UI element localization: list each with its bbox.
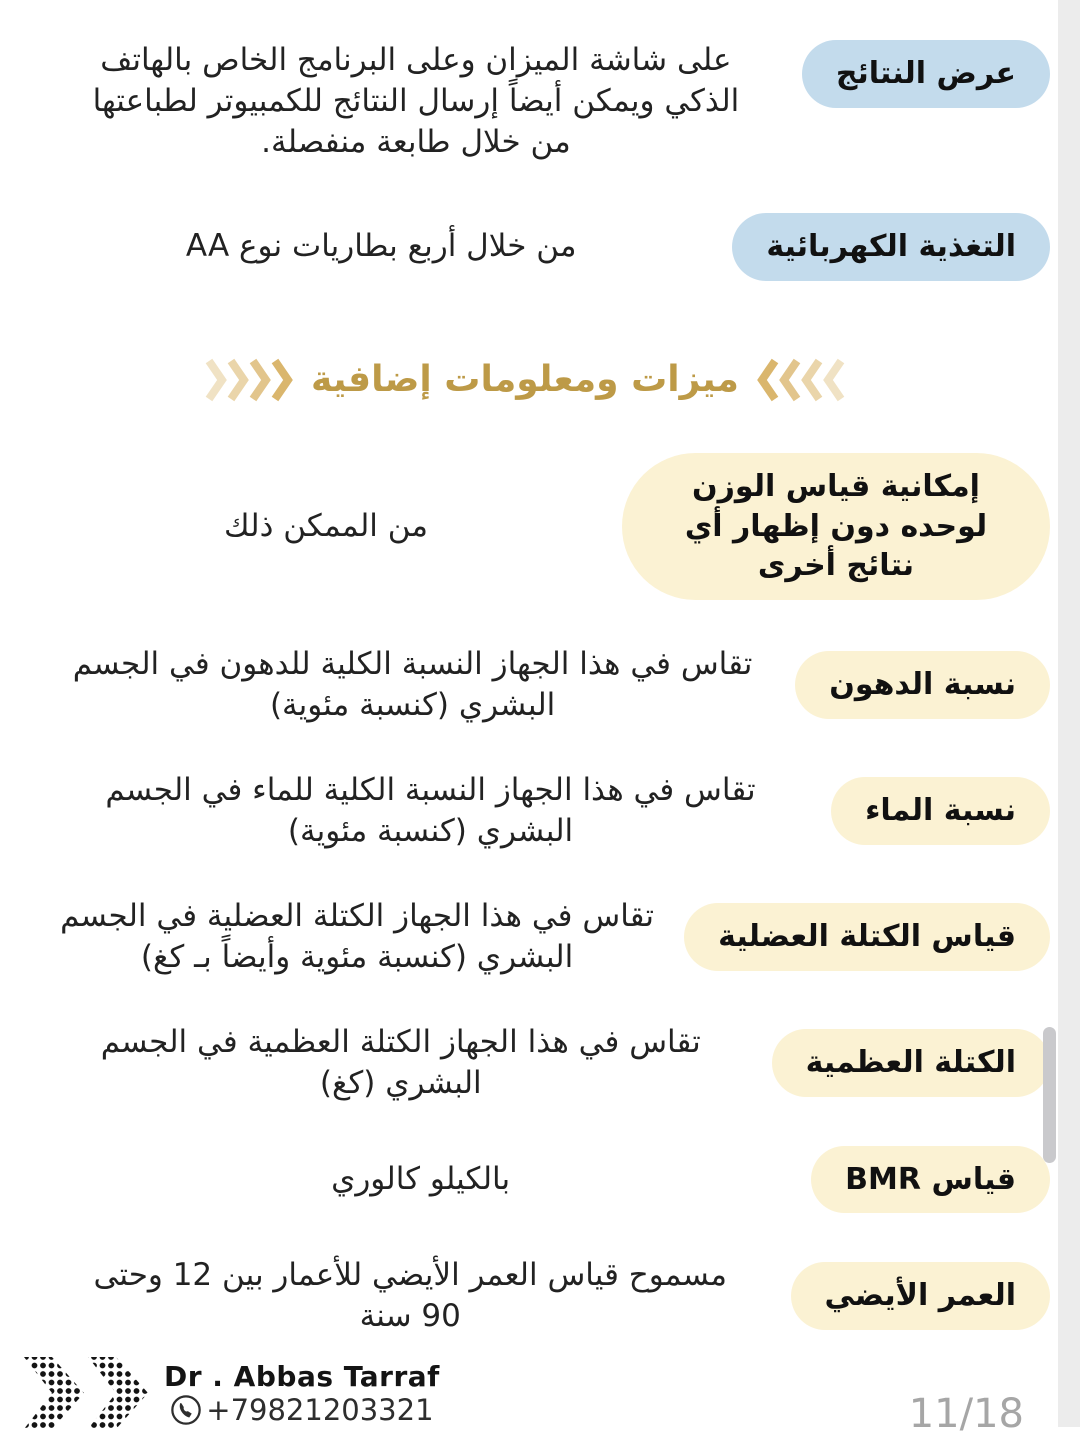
weight-only-description: من الممكن ذلك bbox=[224, 507, 428, 544]
double-dotted-arrows-logo bbox=[22, 1353, 150, 1433]
footer bbox=[22, 1353, 1050, 1433]
fat-percentage-description: تقاس في هذا الجهاز النسبة الكلية للدهون في الجسم البشري (كنسبة مئوية) bbox=[72, 646, 753, 724]
row-power-supply bbox=[0, 213, 1050, 281]
bone-mass-description: تقاس في هذا الجهاز الكتلة العظمية في الجسم البشري (كغ) bbox=[100, 1023, 701, 1101]
row-bone-mass bbox=[0, 1022, 1050, 1104]
phone-row bbox=[170, 1393, 433, 1427]
muscle-mass-pill: قياس الكتلة العضلية bbox=[684, 903, 1050, 971]
brand-name: Dr . Abbas Tarraf bbox=[164, 1359, 440, 1393]
phone-number: +79821203321 bbox=[206, 1392, 434, 1427]
fat-percentage-pill: نسبة الدهون bbox=[795, 651, 1050, 719]
bmr-pill: قياس BMR bbox=[811, 1146, 1050, 1214]
row-weight-only bbox=[0, 453, 1050, 601]
results-display-description: على شاشة الميزان وعلى البرنامج الخاص بالهاتف الذكي ويمكن أيضاً إرسال النتائج للكمبيوتر لطباعتها من خلال طابعة منفصلة. bbox=[92, 42, 740, 160]
row-muscle-mass bbox=[0, 896, 1050, 978]
features-heading bbox=[0, 357, 1050, 403]
phone-icon bbox=[170, 1394, 202, 1426]
viewer-background-strip bbox=[1058, 0, 1080, 1427]
row-metabolic-age bbox=[0, 1255, 1050, 1337]
power-supply-description: من خلال أربع بطاريات نوع AA bbox=[185, 228, 577, 265]
water-percentage-pill: نسبة الماء bbox=[831, 777, 1050, 845]
weight-only-pill: إمكانية قياس الوزن لوحده دون إظهار أي نتائج أخرى bbox=[622, 453, 1050, 601]
results-display-pill: عرض النتائج bbox=[802, 40, 1050, 108]
power-supply-pill: التغذية الكهربائية bbox=[732, 213, 1050, 281]
page-number: 11/18 bbox=[908, 1391, 1024, 1437]
row-results-display bbox=[0, 40, 1050, 163]
row-fat-percentage bbox=[0, 644, 1050, 726]
row-water-percentage bbox=[0, 770, 1050, 852]
water-percentage-description: تقاس في هذا الجهاز النسبة الكلية للماء في الجسم البشري (كنسبة مئوية) bbox=[105, 772, 756, 849]
scrollbar-thumb[interactable] bbox=[1043, 1027, 1056, 1163]
bmr-description: بالكيلو كالوري bbox=[331, 1161, 511, 1198]
bone-mass-pill: الكتلة العظمية bbox=[772, 1029, 1050, 1097]
brand-block bbox=[164, 1360, 440, 1427]
metabolic-age-description: مسموح قياس العمر الأيضي للأعمار بين 12 وحتى 90 سنة bbox=[93, 1257, 727, 1335]
muscle-mass-description: تقاس في هذا الجهاز الكتلة العضلية في الجسم البشري (كنسبة مئوية وأيضاً بـ كغ) bbox=[60, 897, 654, 975]
chevrons-pointing-right-icon bbox=[205, 357, 293, 403]
metabolic-age-pill: العمر الأيضي bbox=[791, 1262, 1051, 1330]
features-heading-text: ميزات ومعلومات إضافية bbox=[311, 359, 739, 401]
chevrons-pointing-left-icon bbox=[757, 357, 845, 403]
row-bmr bbox=[0, 1146, 1050, 1214]
